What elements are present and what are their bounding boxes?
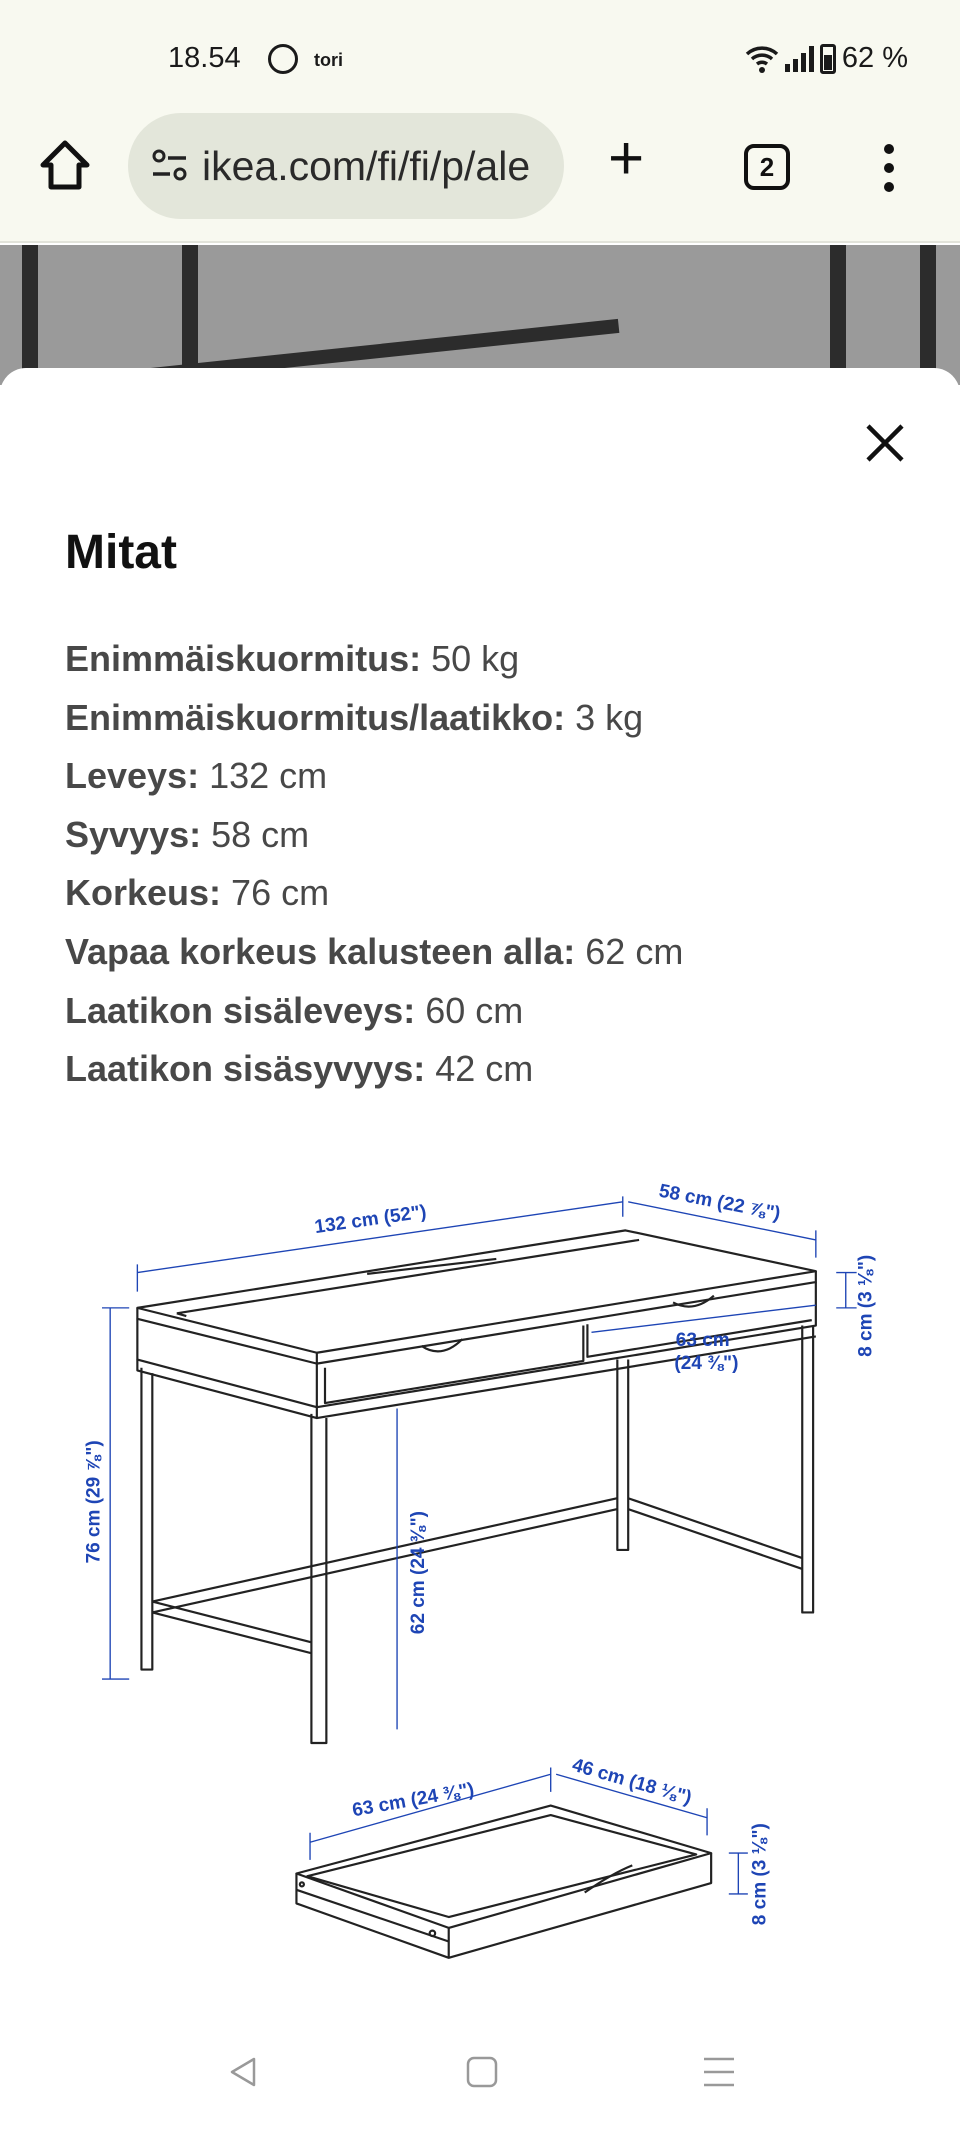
menu-icon[interactable]: [884, 144, 894, 201]
spec-value: 3 kg: [565, 696, 644, 738]
drawer-depth-label: 46 cm (18 ⅛"): [569, 1754, 694, 1809]
spec-row: [65, 868, 683, 927]
spec-row: [65, 810, 683, 869]
new-tab-icon[interactable]: +: [608, 124, 645, 193]
tabs-button[interactable]: 2: [744, 144, 790, 190]
spec-value: 50 kg: [421, 638, 520, 679]
android-nav-bar: [0, 2033, 960, 2133]
battery-level: 62 %: [841, 42, 908, 74]
url-text[interactable]: ikea.com/fi/fi/p/ale: [202, 142, 531, 189]
spec-label: Laatikon sisäleveys:: [65, 989, 416, 1031]
home-nav-icon[interactable]: [465, 2055, 499, 2089]
spec-value: 58 cm: [201, 813, 310, 855]
spec-label: Enimmäiskuormitus/laatikko:: [65, 696, 566, 738]
back-icon[interactable]: [226, 2055, 260, 2089]
spec-value: 60 cm: [415, 989, 524, 1031]
sheet-title: Mitat: [65, 526, 177, 579]
tori-notification-icon: tori: [314, 50, 343, 70]
spec-row: [65, 751, 683, 810]
spec-row: [65, 693, 683, 752]
spec-value: 42 cm: [425, 1048, 534, 1090]
spec-row: [65, 927, 683, 986]
dimension-diagram: [0, 1142, 960, 1985]
spec-row: [65, 1044, 683, 1103]
spec-value: 62 cm: [575, 930, 684, 972]
spec-label: Laatikon sisäsyvyys:: [65, 1048, 426, 1090]
site-settings-icon[interactable]: [150, 146, 190, 186]
spec-label: Vapaa korkeus kalusteen alla:: [65, 930, 576, 972]
signal-icon: [785, 46, 814, 72]
spec-row: [65, 634, 683, 693]
whatsapp-icon: [268, 44, 298, 74]
system-status: [745, 42, 908, 75]
spec-value: 76 cm: [221, 872, 330, 914]
drawer-height-label: 8 cm (3 ⅛"): [749, 1823, 771, 1926]
spec-label: Korkeus:: [65, 872, 222, 914]
depth-label: 58 cm (22 ⅞"): [657, 1180, 783, 1225]
spec-row: [65, 986, 683, 1045]
drawer-width-label: 63 cm: [675, 1329, 730, 1351]
spec-label: Enimmäiskuormitus:: [65, 638, 422, 679]
clearance-label: 62 cm (24 ⅜"): [408, 1511, 430, 1635]
close-icon[interactable]: [860, 418, 910, 468]
recents-icon[interactable]: [702, 2055, 736, 2089]
clock: 18.54: [168, 42, 241, 74]
width-label: 132 cm (52"): [313, 1201, 428, 1239]
home-icon[interactable]: [38, 138, 92, 192]
apron-height-label: 8 cm (3 ⅛"): [855, 1254, 877, 1357]
address-bar[interactable]: [128, 113, 564, 219]
drawer-width-inch-label: (24 ⅜"): [674, 1353, 739, 1375]
spec-label: Leveys:: [65, 755, 200, 797]
spec-list: [65, 634, 683, 1103]
spec-value: 132 cm: [199, 755, 328, 797]
battery-icon: [820, 44, 836, 74]
desk-drawing: [137, 1230, 815, 1743]
product-image: [0, 245, 960, 385]
browser-chrome: [0, 0, 960, 243]
drawer-length-label: 63 cm (24 ⅜"): [350, 1779, 476, 1822]
height-label: 76 cm (29 ⅞"): [83, 1440, 105, 1564]
spec-label: Syvyys:: [65, 813, 202, 855]
wifi-icon: [745, 45, 779, 73]
